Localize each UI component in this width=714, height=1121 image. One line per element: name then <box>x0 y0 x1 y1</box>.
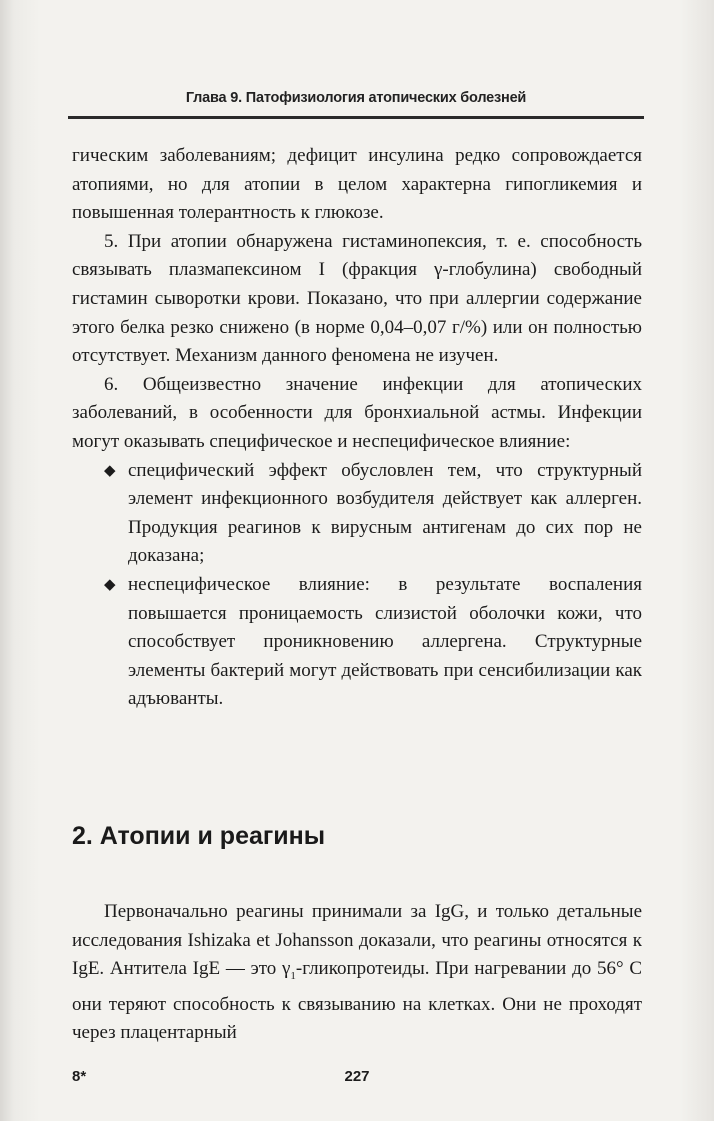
paragraph-5 <box>72 228 642 371</box>
paragraph-6: 6. Общеизвестно значение инфекции для атопических заболеваний, в особенности для бронхиальной астмы. Инфекции могут оказывать специфическое и неспецифическое влияние: <box>72 373 642 452</box>
diamond-bullet-icon: ◆ <box>104 576 116 593</box>
paragraph-7-text-b: -гликопротеиды. При нагревании до 56° С они теряют способность к связыванию на клетках. Они не проходят через плацентарный <box>72 958 642 1044</box>
paragraph-continuation: гическим заболеваниям; дефицит инсулина редко сопровождается атопиями, но для атопии в целом характерна гипогликемия и повышенная толерантность к глюкозе. <box>72 145 642 224</box>
list-item <box>72 571 642 714</box>
diamond-bullet-icon: ◆ <box>104 462 116 479</box>
gamma-subscript: 1 <box>290 969 296 982</box>
list-item <box>72 457 642 571</box>
section-text-block <box>72 898 642 1048</box>
paragraph-7 <box>72 898 642 1048</box>
paragraph-5-text-b: -глобулина) свободный гистамин сыворотки крови. Показано, что при аллергии содержание этого белка резко снижено (в норме 0,04–0,07 г/%) или он полностью отсутствует. Механизм данного феномена не изучен. <box>72 259 642 367</box>
signature-mark: 8* <box>72 1068 87 1085</box>
page-number: 227 <box>344 1068 370 1085</box>
bullet-text: специфический эффект обусловлен тем, что структурный элемент инфекционного возбудителя действует как аллерген. Продукция реагинов к вирусным антигенам до сих пор не доказана; <box>128 459 642 567</box>
bullet-list <box>72 457 642 714</box>
main-text-block <box>72 142 642 714</box>
paragraph-7-text-a: Первоначально реагины принимали за IgG, и только детальные исследования Ishizaka et Johansson доказали, что реагины относятся к IgE. Антитела IgE — это <box>72 901 642 980</box>
header-rule <box>68 116 644 119</box>
gamma-symbol: γ <box>282 958 291 980</box>
running-header: Глава 9. Патофизиология атопических болезней <box>185 90 527 106</box>
paragraph-5-text-a: 5. При атопии обнаружена гистаминопексия, т. е. способность связывать плазмапексином I (фракция <box>72 230 642 281</box>
section-heading: 2. Атопии и реагины <box>72 822 326 850</box>
gamma-symbol: γ <box>434 259 443 281</box>
bullet-text: неспецифическое влияние: в результате воспаления повышается проницаемость слизистой оболочки кожи, что способствует проникновению аллергена. Структурные элементы бактерий могут действовать при сенсибилизации как адъюванты. <box>128 573 642 710</box>
